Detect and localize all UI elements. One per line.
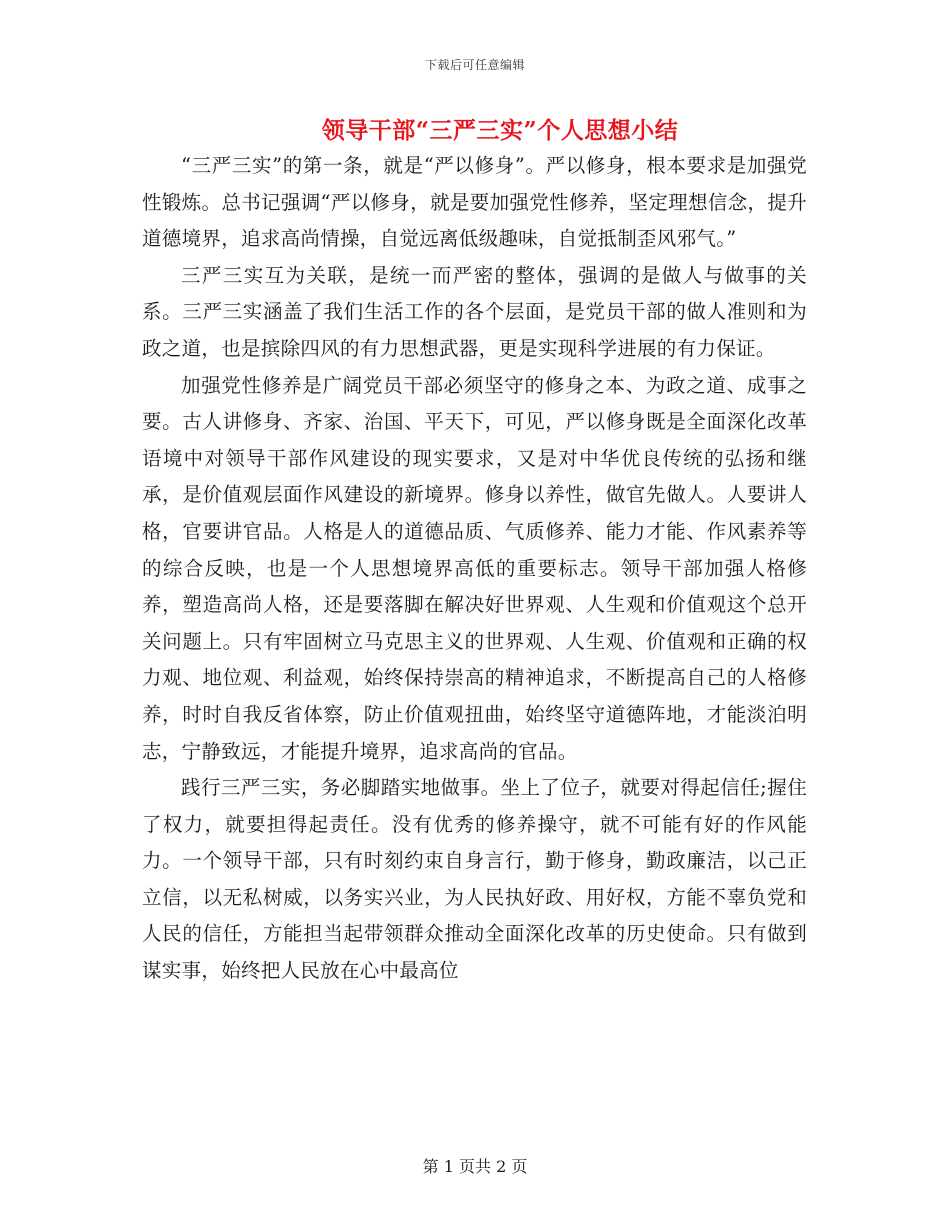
- paragraph-2: 三严三实互为关联，是统一而严密的整体，强调的是做人与做事的关系。三严三实涵盖了我们生活工作的各个层面，是党员干部的做人准则和为政之道，也是摈除四风的有力思想武器，更是实现科学进展的有力保证。: [142, 263, 807, 360]
- document-title: 领导干部“三严三实”个人思想小结: [321, 117, 679, 144]
- paragraph-1: “三严三实”的第一条，就是“严以修身”。严以修身，根本要求是加强党性锻炼。总书记强调“严以修身，就是要加强党性修养，坚定理想信念，提升道德境界，追求高尚情操，自觉远离低级趣味，自觉抵制歪风邪气。”: [142, 154, 807, 251]
- page-footer: 第 1 页共 2 页: [422, 1157, 528, 1176]
- header-note: 下载后可任意编辑: [424, 58, 525, 72]
- paragraph-3: 加强党性修养是广阔党员干部必须坚守的修身之本、为政之道、成事之要。古人讲修身、齐家、治国、平天下，可见，严以修身既是全面深化改革语境中对领导干部作风建设的现实要求，又是对中华优良传统的弘扬和继承，是价值观层面作风建设的新境界。修身以养性，做官先做人。人要讲人格，官要讲官品。人格是人的道德品质、气质修养、能力才能、作风素养等的综合反映，也是一个人思想境界高低的重要标志。领导干部加强人格修养，塑造高尚人格，还是要落脚在解决好世界观、人生观和价值观这个总开关问题上。只有牢固树立马克思主义的世界观、人生观、价值观和正确的权力观、地位观、利益观，始终保持崇高的精神追求，不断提高自己的人格修养，时时自我反省体察，防止价值观扭曲，始终坚守道德阵地，才能淡泊明志，宁静致远，才能提升境界，追求高尚的官品。: [142, 373, 807, 763]
- paragraph-4: 践行三严三实，务必脚踏实地做事。坐上了位子，就要对得起信任;握住了权力，就要担得起责任。没有优秀的修养操守，就不可能有好的作风能力。一个领导干部，只有时刻约束自身言行，勤于修身，勤政廉洁，以己正立信，以无私树威，以务实兴业，为人民执好政、用好权，方能不辜负党和人民的信任，方能担当起带领群众推动全面深化改革的历史使命。只有做到谋实事，始终把人民放在心中最高位: [142, 776, 807, 983]
- document-body: [142, 148, 807, 990]
